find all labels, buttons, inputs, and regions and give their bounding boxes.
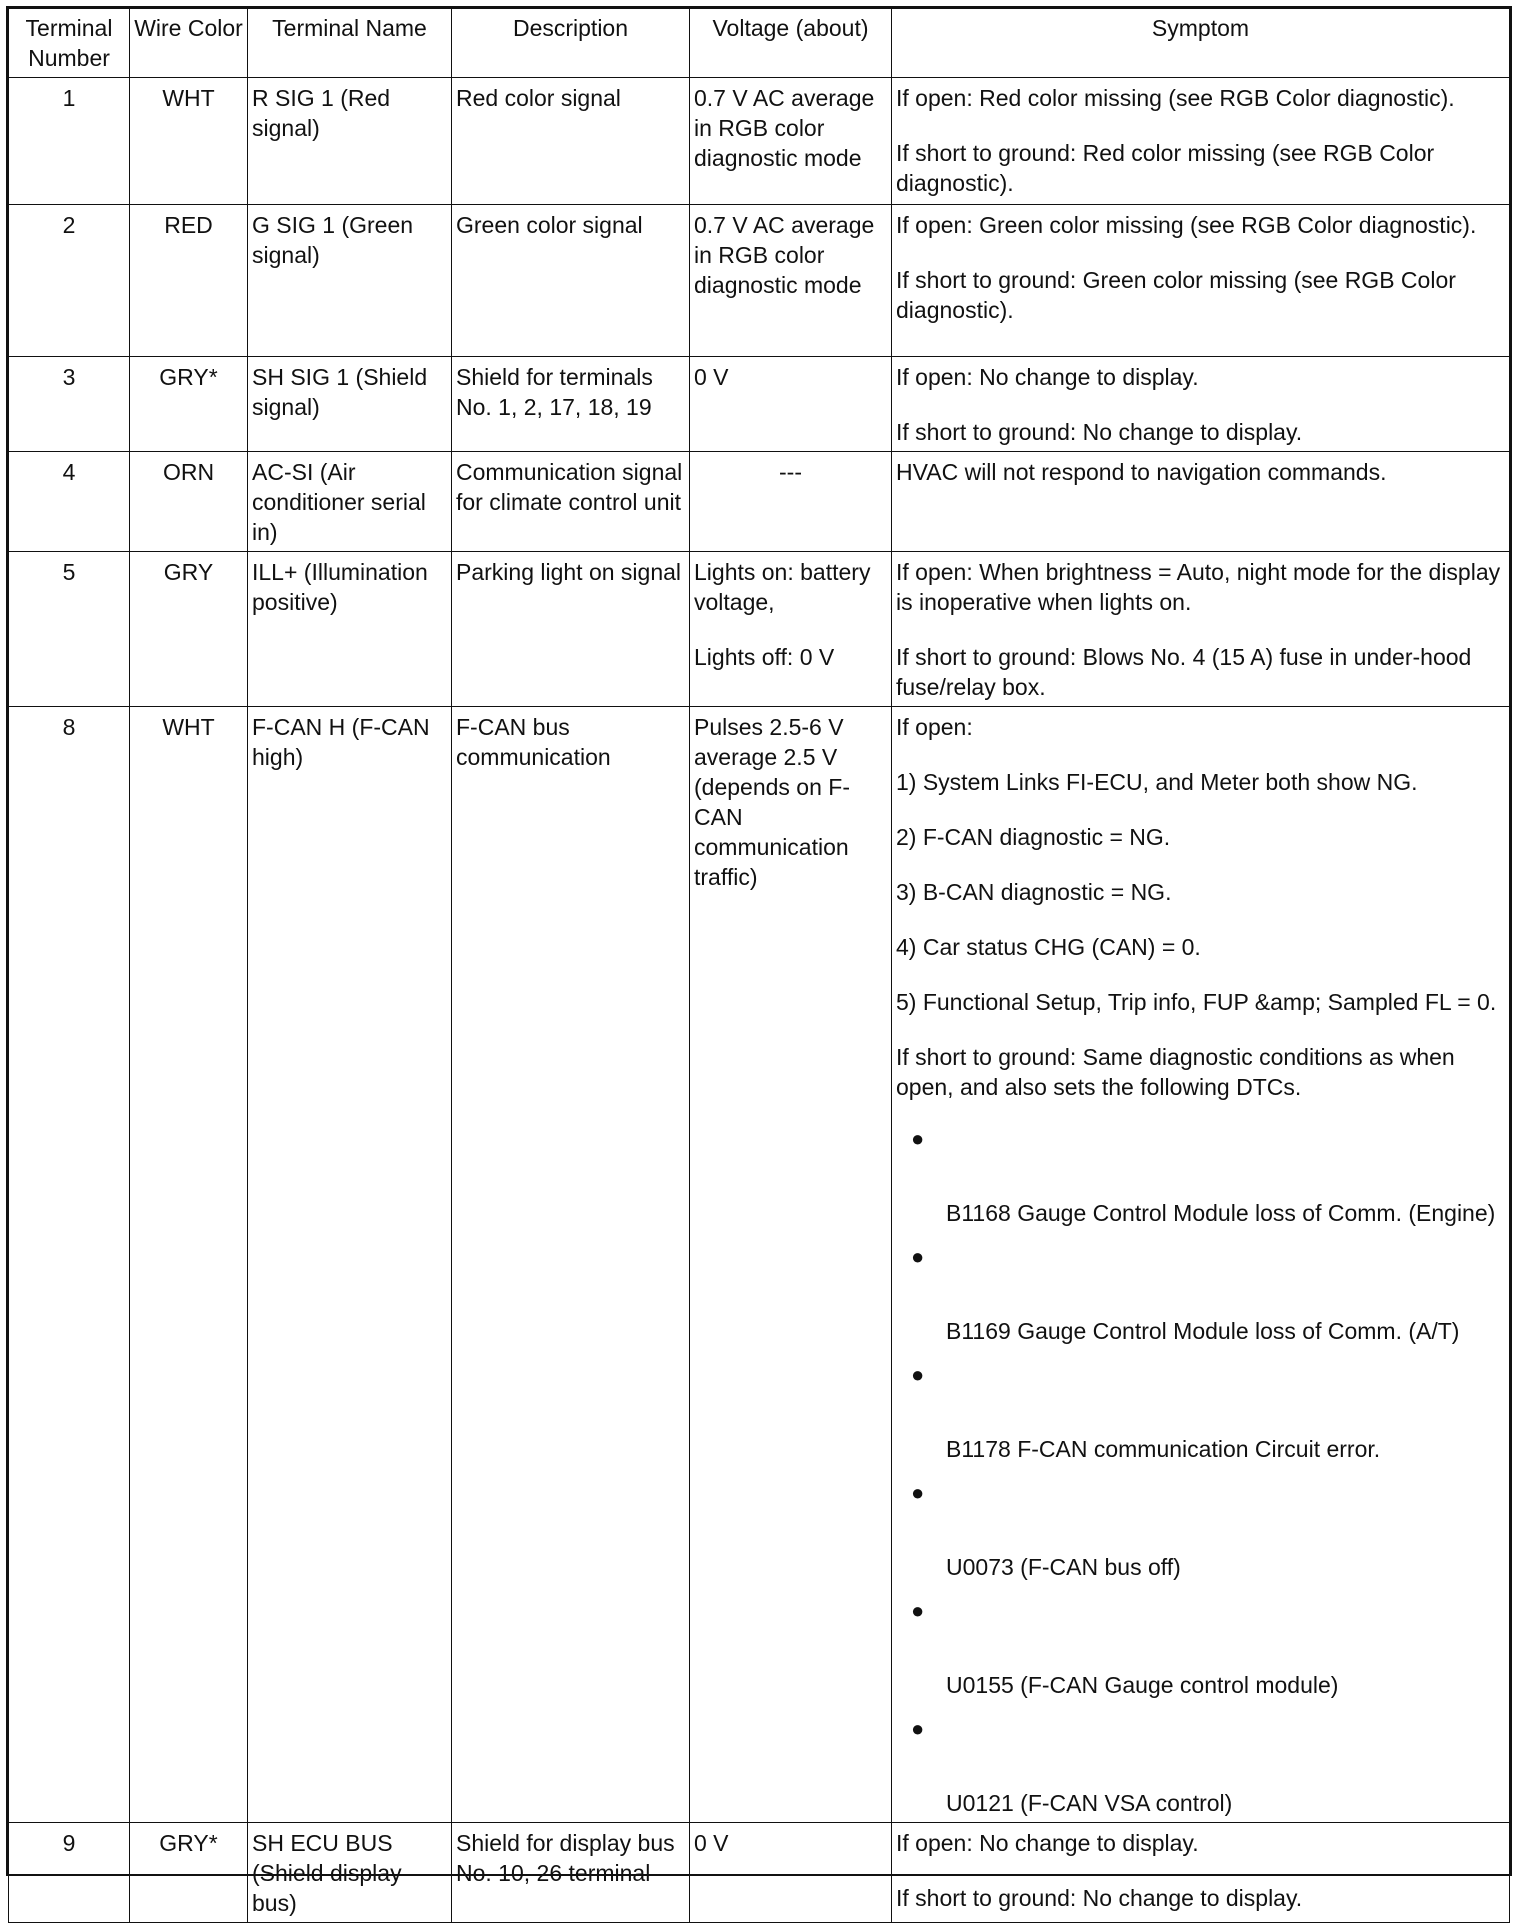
table-row [9,452,1510,552]
symptom-line: If short to ground: No change to display. [896,1885,1303,1911]
list-item [896,1596,1505,1700]
symptom [892,452,1510,552]
dtc-list [896,1124,1505,1818]
header-voltage: Voltage (about) [690,9,892,78]
table-row [9,78,1510,205]
wire-color: GRY* [130,1823,248,1923]
dtc-code: B1168 Gauge Control Module loss of Comm. (Engine) [946,1200,1496,1226]
symptom-line: 4) Car status CHG (CAN) = 0. [896,934,1201,960]
voltage: --- [690,452,892,552]
terminal-number: 4 [9,452,130,552]
terminal-number: 5 [9,552,130,707]
symptom [892,707,1510,1823]
dtc-code: B1169 Gauge Control Module loss of Comm. (A/T) [946,1318,1460,1344]
terminal-table-sheet [6,6,1512,1916]
symptom-line: 2) F-CAN diagnostic = NG. [896,824,1171,850]
symptom-line: If open: Red color missing (see RGB Color diagnostic). [896,85,1455,111]
symptom-line: HVAC will not respond to navigation commands. [896,459,1387,485]
description: Green color signal [452,205,690,357]
terminal-number: 2 [9,205,130,357]
voltage: 0.7 V AC average in RGB color diagnostic mode [690,205,892,357]
symptom-line: 3) B-CAN diagnostic = NG. [896,879,1172,905]
header-row [9,9,1510,78]
voltage: 0 V [690,1823,892,1923]
description: Communication signal for climate control unit [452,452,690,552]
dtc-code: U0073 (F-CAN bus off) [946,1554,1181,1580]
bullet-icon: ● [911,1716,925,1741]
wire-color: ORN [130,452,248,552]
symptom [892,1823,1510,1923]
symptom-line: If open: No change to display. [896,1830,1199,1856]
terminal-name: AC-SI (Air conditioner serial in) [248,452,452,552]
symptom [892,205,1510,357]
dtc-code: U0121 (F-CAN VSA control) [946,1790,1233,1816]
bullet-icon: ● [911,1598,925,1623]
voltage-line: Lights on: battery voltage, [694,559,871,615]
terminal-number: 1 [9,78,130,205]
description: Red color signal [452,78,690,205]
voltage-line: Lights off: 0 V [694,644,835,670]
terminal-name: SH ECU BUS (Shield display bus) [248,1823,452,1923]
symptom-line: If open: No change to display. [896,364,1199,390]
wire-color: GRY [130,552,248,707]
wire-color: RED [130,205,248,357]
symptom-line: 1) System Links FI-ECU, and Meter both show NG. [896,769,1418,795]
header-symptom: Symptom [892,9,1510,78]
symptom [892,78,1510,205]
list-item [896,1360,1505,1464]
symptom-line: If short to ground: Blows No. 4 (15 A) fuse in under-hood fuse/relay box. [896,644,1472,700]
terminal-table [8,8,1510,1923]
symptom [892,552,1510,707]
dtc-code: B1178 F-CAN communication Circuit error. [946,1436,1381,1462]
description: F-CAN bus communication [452,707,690,1823]
description: Shield for terminals No. 1, 2, 17, 18, 19 [452,357,690,452]
terminal-number: 3 [9,357,130,452]
symptom [892,357,1510,452]
voltage: Pulses 2.5-6 V average 2.5 V (depends on F-CAN communication traffic) [690,707,892,1823]
terminal-name: G SIG 1 (Green signal) [248,205,452,357]
description: Shield for display bus No. 10, 26 terminal [452,1823,690,1923]
voltage: 0 V [690,357,892,452]
symptom-line: If open: Green color missing (see RGB Color diagnostic). [896,212,1477,238]
table-row [9,707,1510,1823]
terminal-name: SH SIG 1 (Shield signal) [248,357,452,452]
symptom-line: If open: When brightness = Auto, night mode for the display is inoperative when lights on. [896,559,1501,615]
table-row [9,1823,1510,1923]
dtc-code: U0155 (F-CAN Gauge control module) [946,1672,1339,1698]
symptom-line: If short to ground: No change to display. [896,419,1303,445]
header-wire-color: Wire Color [130,9,248,78]
header-description: Description [452,9,690,78]
list-item [896,1124,1505,1228]
bullet-icon: ● [911,1480,925,1505]
terminal-name: R SIG 1 (Red signal) [248,78,452,205]
header-terminal-number: Terminal Number [9,9,130,78]
terminal-number: 9 [9,1823,130,1923]
terminal-name: F-CAN H (F-CAN high) [248,707,452,1823]
symptom-line: If short to ground: Green color missing (see RGB Color diagnostic). [896,267,1456,323]
wire-color: WHT [130,78,248,205]
header-terminal-name: Terminal Name [248,9,452,78]
table-row [9,552,1510,707]
wire-color: WHT [130,707,248,1823]
bullet-icon: ● [911,1362,925,1387]
voltage: 0.7 V AC average in RGB color diagnostic mode [690,78,892,205]
symptom-line: If open: [896,714,973,740]
description: Parking light on signal [452,552,690,707]
voltage [690,552,892,707]
terminal-name: ILL+ (Illumination positive) [248,552,452,707]
terminal-number: 8 [9,707,130,1823]
bullet-icon: ● [911,1126,925,1151]
list-item [896,1478,1505,1582]
bullet-icon: ● [911,1244,925,1269]
table-row [9,205,1510,357]
list-item [896,1242,1505,1346]
symptom-line: If short to ground: Same diagnostic conditions as when open, and also sets the following DTCs. [896,1044,1455,1100]
wire-color: GRY* [130,357,248,452]
list-item [896,1714,1505,1818]
table-row [9,357,1510,452]
symptom-line: If short to ground: Red color missing (see RGB Color diagnostic). [896,140,1435,196]
symptom-line: 5) Functional Setup, Trip info, FUP &amp; Sampled FL = 0. [896,989,1497,1015]
